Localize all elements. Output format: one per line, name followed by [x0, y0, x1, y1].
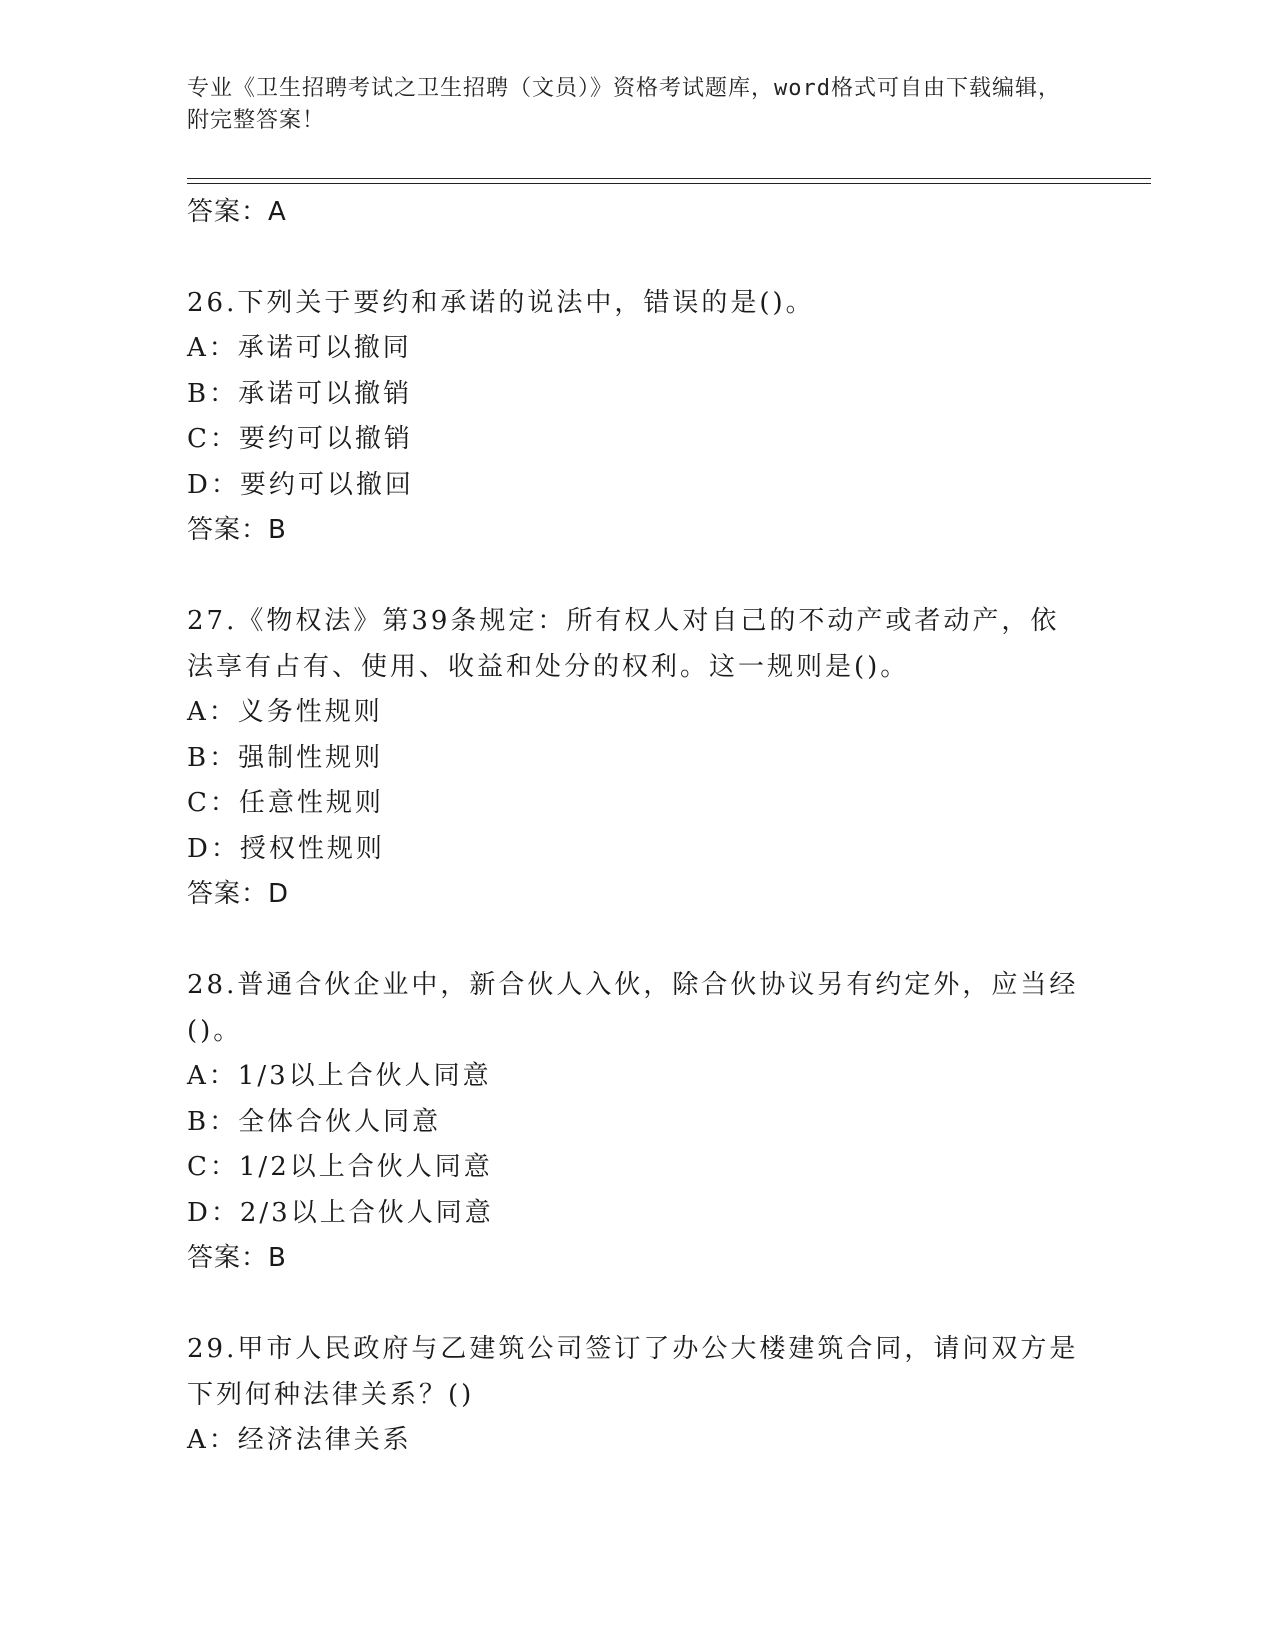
option-c: C：1/2以上合伙人同意: [187, 1152, 493, 1182]
question-block: [187, 1326, 1087, 1464]
option-d: D：2/3以上合伙人同意: [187, 1197, 494, 1228]
answer-line: 答案：D: [187, 879, 290, 909]
answer-line: 答案：B: [187, 515, 287, 545]
answer-line: 答案：A: [187, 197, 287, 227]
document-header: 专业《卫生招聘考试之卫生招聘（文员）》资格考试题库，word格式可自由下载编辑，附完整答案！: [187, 76, 1061, 133]
option-a: A：1/3以上合伙人同意: [187, 1061, 492, 1091]
option-a: A：义务性规则: [187, 697, 383, 727]
option-c: C：任意性规则: [187, 788, 384, 818]
question-stem: 29.甲市人民政府与乙建筑公司签订了办公大楼建筑合同，请问双方是下列何种法律关系？(): [187, 1334, 1079, 1410]
question-block: [187, 598, 1087, 916]
question-stem: 27.《物权法》第39条规定：所有权人对自己的不动产或者动产，依法享有占有、使用、收益和处分的权利。这一规则是()。: [187, 606, 1060, 682]
question-block: [187, 280, 1087, 552]
option-c: C：要约可以撤销: [187, 424, 413, 454]
question-stem: 26.下列关于要约和承诺的说法中，错误的是()。: [187, 288, 815, 318]
option-a: A：承诺可以撤同: [187, 333, 412, 363]
option-d: D：要约可以撤回: [187, 469, 414, 500]
option-b: B：全体合伙人同意: [187, 1106, 442, 1137]
question-stem: 28.普通合伙企业中，新合伙人入伙，除合伙协议另有约定外，应当经()。: [187, 970, 1079, 1046]
question-block: [187, 962, 1087, 1280]
option-a: A：经济法律关系: [187, 1425, 412, 1455]
option-b: B：承诺可以撤销: [187, 378, 413, 409]
header-divider: [187, 178, 1151, 179]
header-divider-secondary: [187, 183, 1151, 184]
option-b: B：强制性规则: [187, 742, 384, 773]
question-list: [187, 190, 1087, 1464]
option-d: D：授权性规则: [187, 833, 385, 864]
answer-line: 答案：B: [187, 1243, 287, 1273]
